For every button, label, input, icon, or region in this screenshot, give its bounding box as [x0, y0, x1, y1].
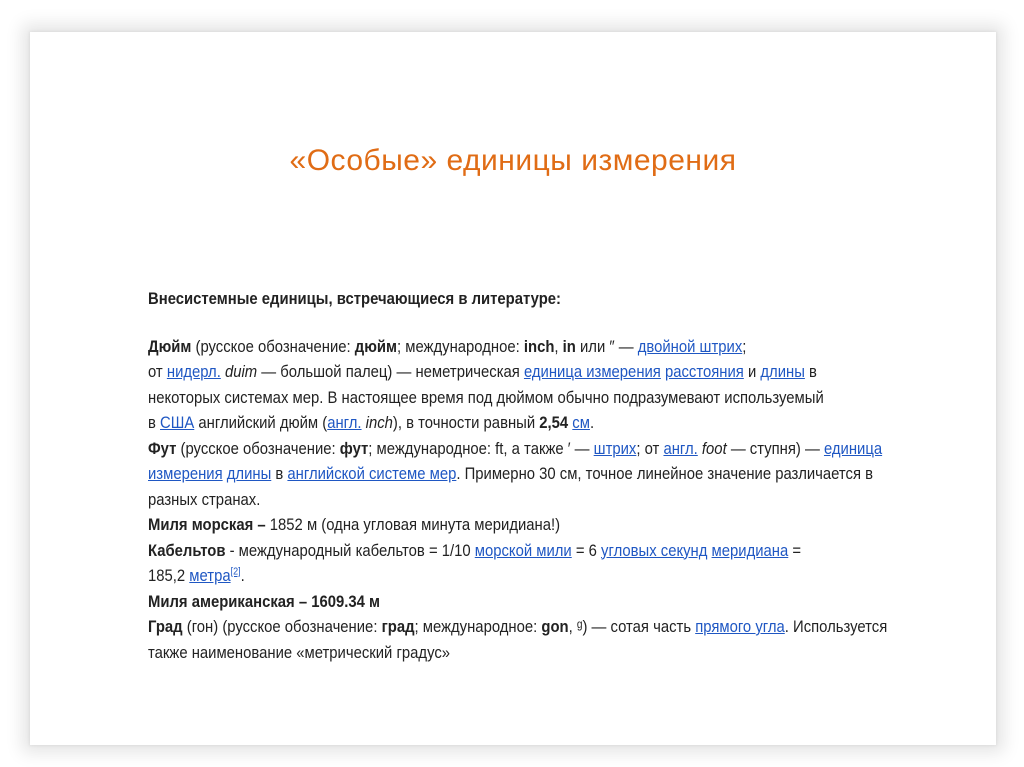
- cable-line-2: [148, 564, 999, 590]
- footnote-link[interactable]: [2]: [230, 566, 241, 578]
- text: 185,2: [148, 567, 190, 585]
- text: в: [271, 465, 288, 483]
- link-nautical-mile[interactable]: морской мили: [474, 541, 572, 560]
- text: ; от: [636, 439, 664, 458]
- us-mile-line: [148, 590, 999, 616]
- link-right-angle[interactable]: прямого угла: [695, 618, 785, 636]
- text-italic: inch: [361, 414, 393, 432]
- text: ; международное:: [414, 618, 542, 636]
- link-english[interactable]: англ.: [663, 439, 698, 458]
- text: = 6: [571, 541, 602, 560]
- text-bold: фут: [339, 439, 369, 458]
- link-meridian[interactable]: меридиана: [711, 541, 789, 560]
- text: ;: [742, 337, 747, 356]
- text: .: [240, 567, 245, 585]
- text: — большой палец) — неметрическая: [257, 363, 524, 381]
- text: или ″ —: [575, 337, 638, 356]
- term-cable: Кабельтов: [148, 541, 226, 560]
- text: английский дюйм (: [194, 414, 328, 432]
- cable-line-1: [148, 539, 999, 565]
- text: . Примерно 30 см, точное линейное значение различается в: [456, 465, 874, 483]
- inch-line-3: некоторых системах мер. В настоящее время под дюймом обычно подразумевают используемый: [148, 388, 824, 407]
- text: . Используется: [784, 618, 888, 636]
- text-bold: 2,54: [539, 414, 569, 432]
- section-heading: Внесистемные единицы, встречающиеся в литературе:: [148, 290, 561, 308]
- link-cm[interactable]: см: [572, 414, 590, 432]
- text-italic: duim: [220, 363, 258, 381]
- link-measurement[interactable]: измерения: [148, 465, 223, 483]
- term-grad: Град: [148, 618, 183, 636]
- link-usa[interactable]: США: [160, 414, 195, 432]
- slide-title: «Особые» единицы измерения: [289, 144, 737, 177]
- link-english[interactable]: англ.: [327, 414, 362, 432]
- text-bold: inch: [523, 337, 555, 356]
- foot-line-2: [148, 462, 999, 488]
- term-inch: Дюйм: [148, 337, 192, 356]
- text: ,: [554, 337, 563, 356]
- text-bold: град: [381, 618, 415, 636]
- slide-body: [148, 287, 999, 666]
- text: (гон) (русское обозначение:: [182, 618, 382, 636]
- link-length[interactable]: длины: [226, 465, 272, 483]
- link-double-prime[interactable]: двойной штрих: [637, 337, 743, 356]
- text-bold: дюйм: [354, 337, 398, 356]
- text: =: [788, 541, 802, 560]
- text: ), в точности равный: [392, 414, 540, 432]
- text-bold: in: [562, 337, 576, 356]
- link-english-system[interactable]: английской системе мер: [287, 465, 457, 483]
- term-foot: Фут: [148, 439, 177, 458]
- link-distance[interactable]: расстояния: [664, 363, 744, 381]
- foot-line-1: [148, 437, 999, 463]
- link-prime[interactable]: штрих: [593, 439, 637, 458]
- link-unit-of-measure[interactable]: единица измерения: [523, 363, 661, 381]
- nautical-mile-line: [148, 513, 999, 539]
- text: в: [148, 414, 161, 432]
- text: от: [148, 363, 167, 381]
- text: в: [804, 363, 817, 381]
- link-length[interactable]: длины: [760, 363, 805, 381]
- text: (русское обозначение:: [191, 337, 355, 356]
- link-arc-seconds[interactable]: угловых секунд: [601, 541, 708, 560]
- link-meter[interactable]: метра: [189, 567, 231, 585]
- text: ; международное:: [397, 337, 524, 356]
- grad-line-1: [148, 615, 999, 641]
- grad-line-2: также наименование «метрический градус»: [148, 643, 451, 662]
- term-us-mile: Миля американская – 1609.34 м: [148, 592, 381, 611]
- text: и: [743, 363, 761, 381]
- text: — ступня) —: [726, 439, 824, 458]
- text-italic: foot: [697, 439, 727, 458]
- text: 1852 м (одна угловая минута меридиана!): [269, 516, 561, 534]
- text: .: [589, 414, 595, 432]
- text-bold: gon: [541, 618, 569, 636]
- inch-line-1: [148, 335, 999, 361]
- term-nautical-mile: Миля морская –: [148, 516, 270, 534]
- inch-line-4: [148, 411, 999, 437]
- inch-line-2: [148, 360, 999, 386]
- link-unit[interactable]: единица: [823, 439, 883, 458]
- text: - международный кабельтов = 1/10: [225, 541, 475, 560]
- slide: [30, 32, 996, 745]
- text: ; международное: ft, а также ′ —: [368, 439, 594, 458]
- link-dutch[interactable]: нидерл.: [166, 363, 221, 381]
- text: , ᵍ) — сотая часть: [568, 618, 696, 636]
- text: (русское обозначение:: [176, 439, 340, 458]
- foot-line-3: разных странах.: [148, 490, 261, 509]
